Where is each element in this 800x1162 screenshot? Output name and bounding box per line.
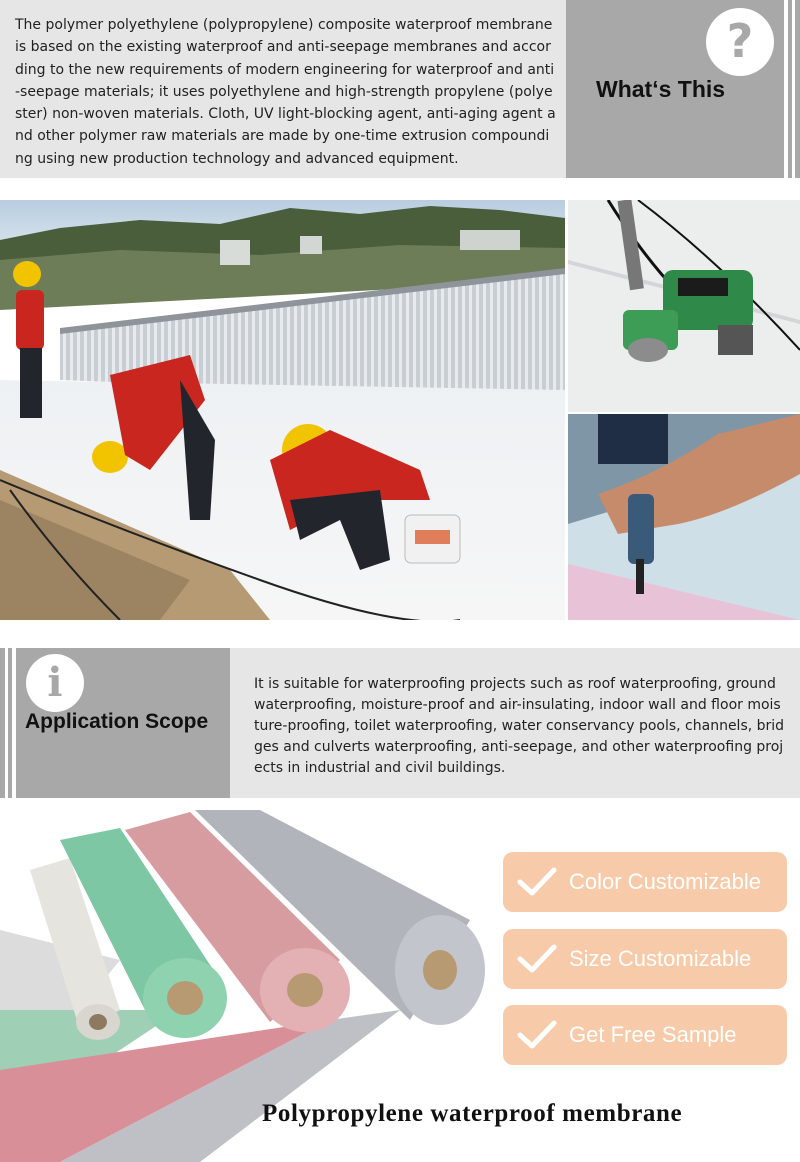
badge-get-free-sample[interactable] xyxy=(503,1005,787,1065)
what-this-description: The polymer polyethylene (polypropylene) composite waterproof membrane is based on the existing waterproof and anti-seepage membranes and according to the new requirements of modern engineering for waterproof and anti-seepage materials; it uses polyethylene and high-strength propylene (polyester) non-woven materials. Cloth, UV light-blocking agent, anti-aging agent and other polymer raw materials are made by one-time extrusion compounding using new production technology and advanced equipment. xyxy=(15,17,556,167)
hand-tool-photo xyxy=(568,414,800,620)
product-title: Polypropylene waterproof membrane xyxy=(262,1100,683,1127)
badge-label: Get Free Sample xyxy=(569,1022,737,1047)
badge-label: Color Customizable xyxy=(569,869,761,894)
what-this-section xyxy=(0,0,800,178)
what-this-text-panel xyxy=(0,0,566,178)
decorative-stripe xyxy=(0,648,5,798)
check-icon xyxy=(517,1020,557,1050)
application-scope-title: Application Scope xyxy=(25,710,209,733)
check-icon xyxy=(517,867,557,897)
application-scope-text-panel xyxy=(230,648,800,798)
decorative-stripe xyxy=(795,0,800,178)
welding-machine-photo xyxy=(568,200,800,412)
decorative-stripe xyxy=(788,0,792,178)
application-scope-title-panel xyxy=(16,648,230,798)
what-this-title-panel xyxy=(566,0,784,178)
what-this-title: What‘s This xyxy=(596,76,726,102)
info-icon: i xyxy=(26,654,84,712)
check-icon xyxy=(517,944,557,974)
badge-color-customizable xyxy=(503,852,787,912)
application-scope-section xyxy=(0,648,800,798)
badge-size-customizable xyxy=(503,929,787,989)
roof-workers-photo xyxy=(0,200,565,620)
application-scope-description: It is suitable for waterproofing projects such as roof waterproofing, ground waterproofing, moisture-proof and air-insulating, indoor wall and floor moisture-proofing, toilet waterproofing, water conservancy pools, channels, bridges and culverts waterproofing, anti-seepage, and other waterproofing projects in industrial and civil buildings. xyxy=(254,676,785,776)
decorative-stripe xyxy=(8,648,12,798)
question-mark-icon: ? xyxy=(706,8,774,76)
badge-label: Size Customizable xyxy=(569,946,752,971)
